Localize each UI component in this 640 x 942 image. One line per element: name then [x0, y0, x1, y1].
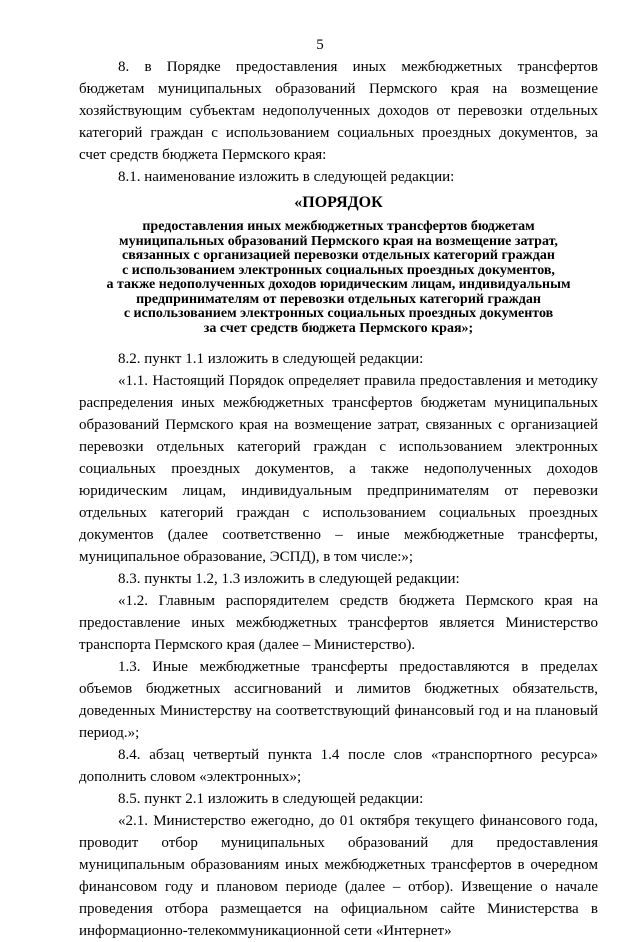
paragraph-8-3: 8.3. пункты 1.2, 1.3 изложить в следующей редакции: [118, 571, 460, 587]
procedure-title: «ПОРЯДОК [294, 194, 383, 211]
paragraph-2-1: «2.1. Министерство ежегодно, до 01 октября текущего финансового года, проводит отбор муниципальных образований для предоставления муниципальным образованиям иных межбюджетных трансфертов в очередном финансовом году и плановом периоде (далее – отбор). Извещение о начале проведения отбора размещается на официальном сайте Министерства в информационно-телекоммуникационной сети «Интернет» [79, 813, 598, 939]
paragraph-8-1: 8.1. наименование изложить в следующей редакции: [118, 169, 455, 185]
subtitle-line: с использованием электронных социальных проездных документов, [122, 262, 555, 278]
subtitle-line: предоставления иных межбюджетных трансфертов бюджетам [142, 219, 535, 234]
paragraph-1-3: 1.3. Иные межбюджетные трансферты предоставляются в пределах объемов бюджетных ассигнований и лимитов бюджетных обязательств, доведенных Министерству на соответствующий финансовый год и на плановый период.»; [79, 659, 598, 741]
document-body [79, 56, 598, 942]
paragraph-1-2: «1.2. Главным распорядителем средств бюджета Пермского края на предоставление иных межбюджетных трансфертов является Министерство транспорта Пермского края (далее – Министерство). [79, 593, 598, 653]
subtitle-line: связанных с организацией перевозки отдельных категорий граждан [122, 248, 555, 263]
subtitle-line: с использованием электронных социальных проездных документов [123, 306, 554, 321]
procedure-subtitle [79, 220, 598, 336]
subtitle-line: предпринимателям от перевозки отдельных категорий граждан [136, 291, 541, 307]
subtitle-line: за счет средств бюджета Пермского края»; [203, 320, 474, 336]
subtitle-line: муниципальных образований Пермского края на возмещение затрат, [119, 233, 558, 249]
paragraph-8: 8. в Порядке предоставления иных межбюджетных трансфертов бюджетам муниципальных образований Пермского края на возмещение хозяйствующим субъектам недополученных доходов от перевозки отдельных категорий граждан с использованием социальных проездных документов, за счет средств бюджета Пермского края: [79, 59, 598, 163]
subtitle-line: а также недополученных доходов юридическим лицам, индивидуальным [106, 277, 571, 292]
paragraph-8-4: 8.4. абзац четвертый пункта 1.4 после слов «транспортного ресурса» дополнить словом «электронных»; [79, 747, 598, 785]
paragraph-8-2: 8.2. пункт 1.1 изложить в следующей редакции: [118, 351, 424, 367]
page-number: 5 [316, 37, 324, 53]
paragraph-1-1: «1.1. Настоящий Порядок определяет правила предоставления и методику распределения иных межбюджетных трансфертов бюджетам муниципальных образований Пермского края на возмещение затрат, связанных с организацией перевозки отдельных категорий граждан с использованием электронных социальных проездных документов, а также недополученных доходов юридическим лицам, индивидуальным предпринимателям от перевозки отдельных категорий граждан с использованием социальных проездных документов (далее соответственно – иные межбюджетные трансферты, муниципальное образование, ЭСПД), в том числе:»; [79, 373, 598, 565]
paragraph-8-5: 8.5. пункт 2.1 изложить в следующей редакции: [118, 791, 424, 807]
